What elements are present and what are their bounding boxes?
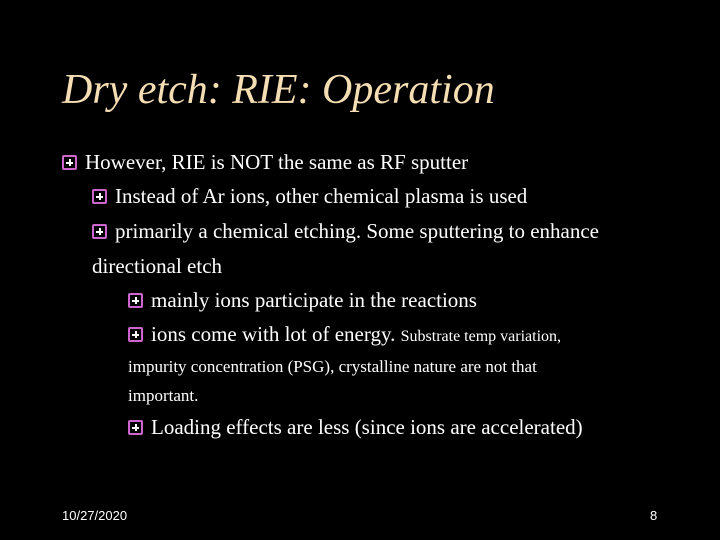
bullet-text-4: mainly ions participate in the reactions bbox=[151, 288, 477, 312]
plus-box-bullet-icon bbox=[128, 327, 143, 342]
plus-box-bullet-icon bbox=[62, 155, 77, 170]
bullet-line-1 bbox=[62, 150, 468, 174]
plus-box-bullet-icon bbox=[128, 293, 143, 308]
bullet-text-5-small: Substrate temp variation, bbox=[400, 328, 562, 345]
plus-box-bullet-icon bbox=[128, 420, 143, 435]
bullet-line-5-continued-2 bbox=[128, 384, 198, 408]
bullet-text-5-continued-2: important. bbox=[128, 386, 199, 405]
bullet-text-3-continued: directional etch bbox=[92, 254, 223, 278]
bullet-line-4 bbox=[128, 288, 477, 312]
bullet-line-2 bbox=[92, 184, 527, 208]
footer-page-number: 8 bbox=[650, 508, 658, 523]
bullet-text-5-continued-1: impurity concentration (PSG), crystalline nature are not that bbox=[128, 357, 537, 376]
bullet-line-3-continued bbox=[92, 254, 222, 278]
bullet-text-2: Instead of Ar ions, other chemical plasma is used bbox=[115, 184, 528, 208]
bullet-line-3 bbox=[92, 219, 599, 243]
bullet-line-5-continued-1 bbox=[128, 355, 537, 379]
bullet-text-5: ions come with lot of energy. bbox=[151, 322, 396, 346]
bullet-line-5 bbox=[128, 322, 561, 349]
slide-title: Dry etch: RIE: Operation bbox=[62, 67, 495, 113]
bullet-text-1: However, RIE is NOT the same as RF sputter bbox=[85, 150, 469, 174]
bullet-text-3: primarily a chemical etching. Some sputtering to enhance bbox=[115, 219, 600, 243]
plus-box-bullet-icon bbox=[92, 189, 107, 204]
footer-date: 10/27/2020 bbox=[62, 508, 128, 523]
plus-box-bullet-icon bbox=[92, 224, 107, 239]
bullet-text-6: Loading effects are less (since ions are accelerated) bbox=[151, 415, 583, 439]
bullet-line-6 bbox=[128, 415, 583, 439]
